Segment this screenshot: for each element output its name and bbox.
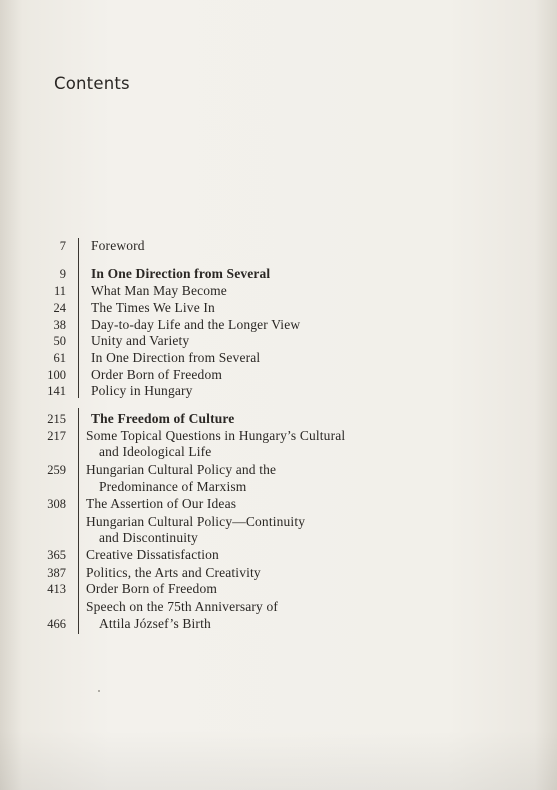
toc-entry-continued (38, 479, 418, 495)
page-title: Contents (54, 74, 130, 93)
toc-entry-title: Speech on the 75th Anniversary of (86, 599, 279, 614)
toc-page-number: 24 (53, 301, 66, 315)
toc-entry (38, 283, 418, 299)
toc-page-number: 7 (59, 239, 66, 253)
toc-entry-title: Day-to-day Life and the Longer View (91, 317, 301, 332)
toc-entry-title: and Ideological Life (99, 444, 212, 459)
toc-entry-title: The Times We Live In (91, 300, 215, 315)
toc-page-number: 217 (47, 429, 66, 443)
toc-entry-title: Politics, the Arts and Creativity (86, 565, 261, 580)
toc-entry (38, 367, 418, 383)
toc-page-number: 11 (53, 284, 66, 298)
toc-entry (38, 333, 418, 349)
toc-entry-continued (38, 444, 418, 460)
toc-page-number: 9 (59, 267, 66, 281)
toc-page-number: 100 (47, 368, 66, 382)
toc-page-number: 141 (47, 384, 66, 398)
toc-section-title: The Freedom of Culture (91, 411, 235, 426)
toc-entry (38, 547, 418, 563)
toc-entry (38, 565, 418, 581)
toc-page-number: 259 (47, 463, 66, 477)
toc-page-number: 50 (53, 334, 66, 348)
toc-entry-title: In One Direction from Several (91, 350, 261, 365)
toc-entry-title: Hungarian Cultural Policy and the (86, 462, 277, 477)
toc-section-title: In One Direction from Several (91, 266, 271, 281)
toc-entry (38, 383, 418, 399)
toc-entry (38, 300, 418, 316)
toc-entry-title: Predominance of Marxism (99, 479, 247, 494)
toc-entry (38, 238, 418, 254)
toc-entry (38, 462, 418, 478)
toc-entry-title: Order Born of Freedom (86, 581, 217, 596)
toc-entry (38, 581, 418, 597)
toc-entry-title: Order Born of Freedom (91, 367, 222, 382)
toc-entry-title: Foreword (91, 238, 145, 253)
toc-entry-title: Policy in Hungary (91, 383, 193, 398)
toc-page-number: 413 (47, 582, 66, 596)
toc-entry (38, 599, 418, 615)
toc-page-number: 308 (47, 497, 66, 511)
page-shadow (0, 730, 557, 790)
toc-entry-title: Attila József’s Birth (99, 616, 211, 631)
toc-page-number: 365 (47, 548, 66, 562)
toc-entry-continued (38, 616, 418, 632)
toc-entry-title: What Man May Become (91, 283, 227, 298)
toc-entry-title: The Assertion of Our Ideas (86, 496, 237, 511)
toc-entry-title: Unity and Variety (91, 333, 190, 348)
toc-entry (38, 496, 418, 512)
toc-entry (38, 350, 418, 366)
toc-entry-title: and Discontinuity (99, 530, 198, 545)
toc-section-heading (38, 411, 418, 427)
toc-entry-title: Some Topical Questions in Hungary’s Cultural (86, 428, 346, 443)
toc-section-heading (38, 266, 418, 282)
toc-entry (38, 428, 418, 444)
toc-entry-title: Creative Dissatisfaction (86, 547, 219, 562)
toc-entry (38, 317, 418, 333)
toc-page-number: 215 (47, 412, 66, 426)
toc-entry-title: Hungarian Cultural Policy—Continuity (86, 514, 306, 529)
toc-page-number: 38 (53, 318, 66, 332)
toc-page-number: 61 (53, 351, 66, 365)
toc-entry-continued (38, 530, 418, 546)
paper-speck (98, 690, 100, 692)
toc-entry (38, 514, 418, 530)
toc-page-number: 387 (47, 566, 66, 580)
toc-page-number: 466 (47, 617, 66, 631)
